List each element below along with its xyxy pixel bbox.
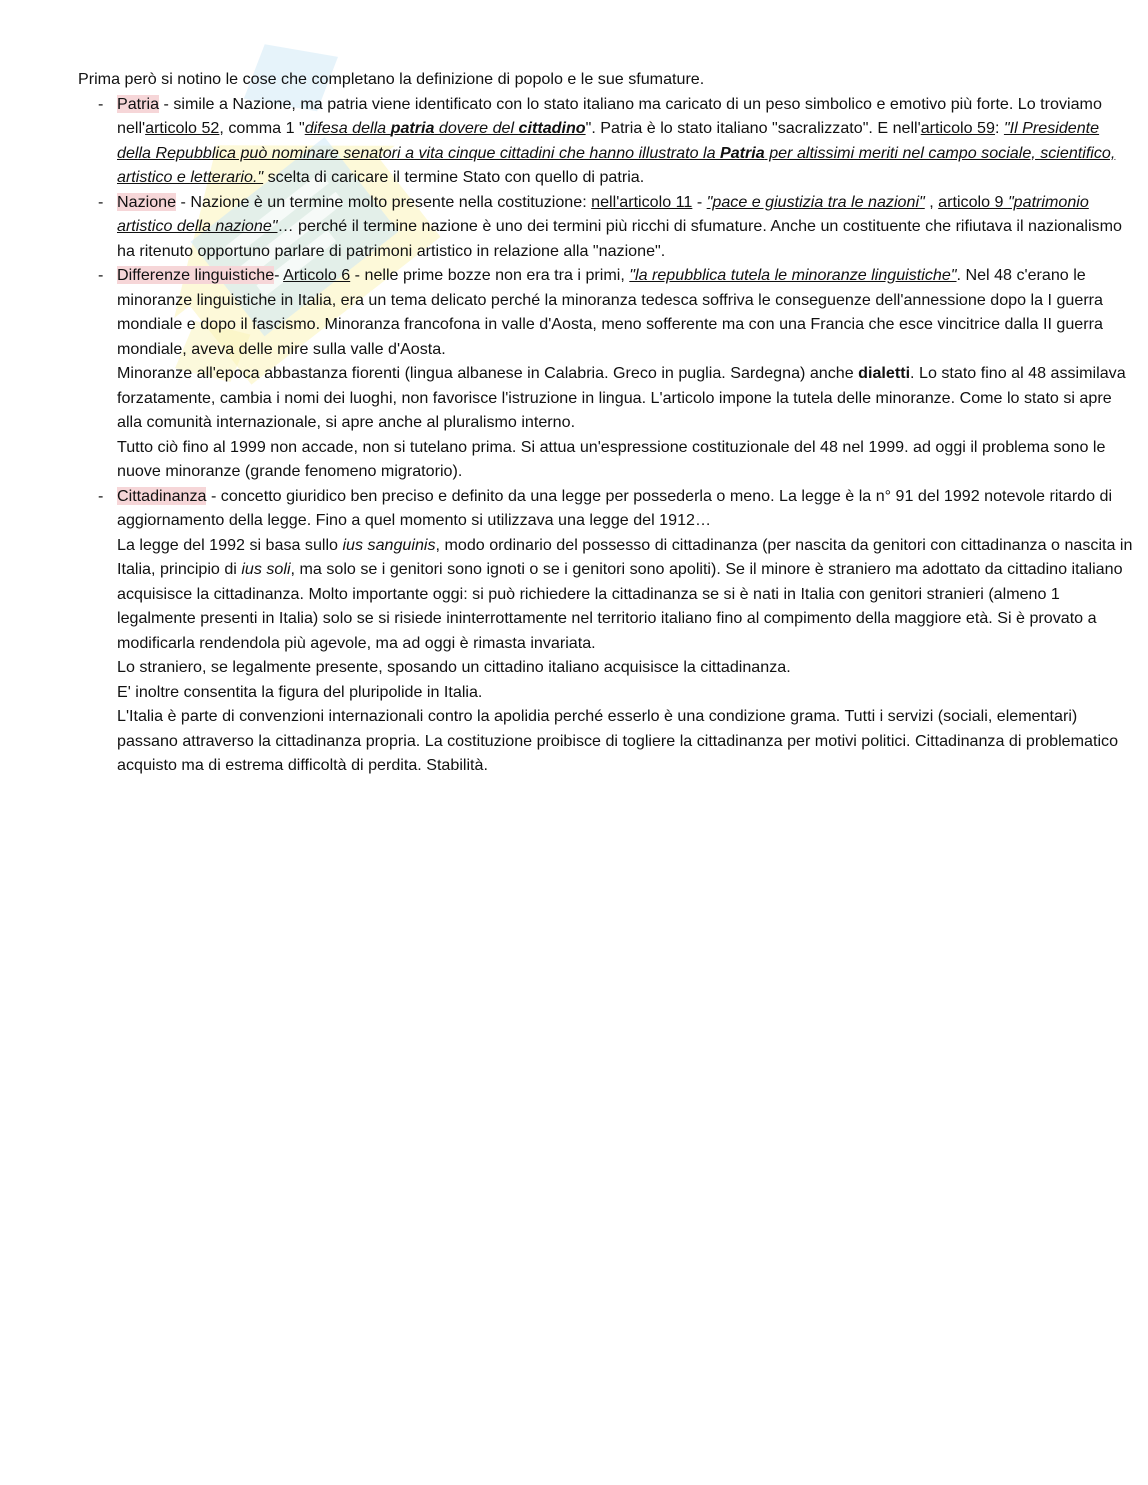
quoted-text: dovere del [434, 119, 519, 137]
quoted-emphasis: Patria [720, 143, 765, 162]
bold-term: dialetti [858, 364, 911, 382]
article-reference: nell'articolo 11 [591, 192, 693, 211]
text-run: ". Patria è lo stato italiano "sacralizzato". E nell' [585, 119, 921, 137]
text-run: - Nazione è un termine molto presente nella costituzione: [176, 192, 592, 211]
paragraph [117, 435, 1136, 484]
bullet-dash: - [98, 266, 104, 284]
bullet-dash: - [98, 486, 104, 505]
quoted-emphasis: patria [390, 119, 435, 137]
text-run: . Lo stato fino al 48 assimilava forzatamente, cambia i nomi dei luoghi, non favorisce l'istruzione in lingua. L'articolo impone la tutela delle minoranze. Come lo stato si apre alla comunità internazionale, si apre anche al pluralismo interno. [117, 364, 1126, 431]
paragraph [117, 263, 1136, 361]
text-run: , ma solo se i genitori sono ignoti o se i genitori sono apoliti). Se il minore è straniero ma adottato da cittadino italiano acquisisce la cittadinanza. Molto importante oggi: si può richiedere la cittadinanza se si è nati in Italia con genitori stranieri (almeno 1 legalmente presenti in Italia) solo se si risiede ininterrottamente nel territorio italiano fino al compimento della maggiore età. Si è provato a modificarla rendendola più agevole, ma ad oggi è rimasta invariata. [117, 560, 1123, 652]
paragraph [117, 533, 1136, 656]
quoted-text: "Il Presidente della Repubblica può nominare senatori a vita cinque cittadini che hanno illustrato la [117, 119, 1100, 162]
paragraph [117, 190, 1136, 264]
text-run: Tutto ciò fino al 1999 non accade, non si tutelano prima. Si attua un'espressione costituzionale del 48 nel 1999. ad oggi il problema sono le nuove minoranze (grande fenomeno migratorio). [117, 437, 1106, 480]
text-run: L'Italia è parte di convenzioni internazionali contro la apolidia perché esserlo è una condizione grama. Tutti i servizi (sociali, elementari) passano attraverso la cittadinanza propria. La costituzione proibisce di togliere la cittadinanza per motivi politici. Cittadinanza di problematico acquisto ma di estrema difficoltà di perdita. Stabilità. [117, 707, 1119, 774]
text-run: - concetto giuridico ben preciso e definito da una legge per possederla o meno. La legge è la n° 91 del 1992 notevole ritardo di aggiornamento della legge. Fino a quel momento si utilizzava una legge del 1912… [117, 486, 1113, 529]
latin-term: ius sanguinis [342, 535, 436, 554]
list-item [98, 92, 1136, 190]
article-reference: articolo 59 [920, 119, 995, 137]
quoted-text: per altissimi meriti nel campo sociale, scientifico, artistico e letterario." [117, 143, 1116, 186]
text-run: - [274, 266, 284, 284]
list-item [98, 263, 1136, 484]
quoted-text: "pace e giustizia tra le nazioni" [706, 192, 925, 211]
text-run: , modo ordinario del possesso di cittadinanza (per nascita da genitori con cittadinanza o nascita in Italia, principio di [117, 535, 1133, 578]
quoted-emphasis: cittadino [518, 119, 586, 137]
article-reference: Articolo 6 [283, 266, 351, 284]
paragraph [117, 484, 1136, 533]
highlighted-term: Nazione [117, 192, 177, 211]
highlighted-term: Differenze linguistiche [117, 266, 275, 284]
paragraph [117, 680, 1136, 705]
text-run: E' inoltre consentita la figura del pluripolide in Italia. [117, 682, 483, 701]
quoted-text: difesa della [304, 119, 391, 137]
bullet-list [78, 92, 1136, 778]
text-run: La legge del 1992 si basa sullo [117, 535, 343, 554]
paragraph [117, 92, 1136, 190]
quoted-text: "la repubblica tutela le minoranze linguistiche" [629, 266, 957, 284]
article-reference: articolo 52 [145, 119, 220, 137]
text-run: Lo straniero, se legalmente presente, sposando un cittadino italiano acquisisce la cittadinanza. [117, 658, 791, 676]
text-run: scelta di caricare il termine Stato con quello di patria. [263, 168, 645, 186]
latin-term: ius soli [241, 560, 291, 578]
text-run: - [692, 192, 707, 211]
list-item [98, 190, 1136, 264]
paragraph [117, 361, 1136, 435]
text-run: : [994, 119, 1004, 137]
text-run: - nelle prime bozze non era tra i primi, [350, 266, 630, 284]
text-run: . Nel 48 c'erano le minoranze linguistiche in Italia, era un tema delicato perché la minoranza tedesca soffriva le conseguenze dell'annessione dopo la I guerra mondiale e dopo il fascismo. Minoranza francofona in valle d'Aosta, meno sofferente ma con una Francia che esce vincitrice dalla II guerra mondiale, aveva delle mire sulla valle d'Aosta. [117, 266, 1103, 358]
paragraph [117, 655, 1136, 680]
quoted-text: "patrimonio artistico della nazione" [117, 192, 1089, 235]
text-run: - simile a Nazione, ma patria viene identificato con lo stato italiano ma caricato di un peso simbolico e emotivo più forte. Lo troviamo nell' [117, 94, 1102, 137]
bullet-dash: - [98, 192, 104, 211]
paragraph [117, 704, 1136, 778]
highlighted-term: Patria [117, 94, 160, 113]
text-run: , comma 1 " [219, 119, 305, 137]
document-body [78, 67, 1136, 778]
text-run: Minoranze all'epoca abbastanza fiorenti (lingua albanese in Calabria. Greco in puglia. Sardegna) anche [117, 364, 859, 382]
bullet-dash: - [98, 94, 104, 113]
intro-paragraph: Prima però si notino le cose che completano la definizione di popolo e le sue sfumature. [78, 70, 705, 88]
list-item [98, 484, 1136, 778]
highlighted-term: Cittadinanza [117, 486, 207, 505]
text-run: , [924, 192, 939, 211]
article-reference: articolo 9 [938, 192, 1008, 211]
text-run: … perché il termine nazione è uno dei termini più ricchi di sfumature. Anche un costituente che rifiutava il nazionalismo ha ritenuto opportuno parlare di patrimoni artistico in relazione alla "nazione". [117, 217, 1122, 260]
